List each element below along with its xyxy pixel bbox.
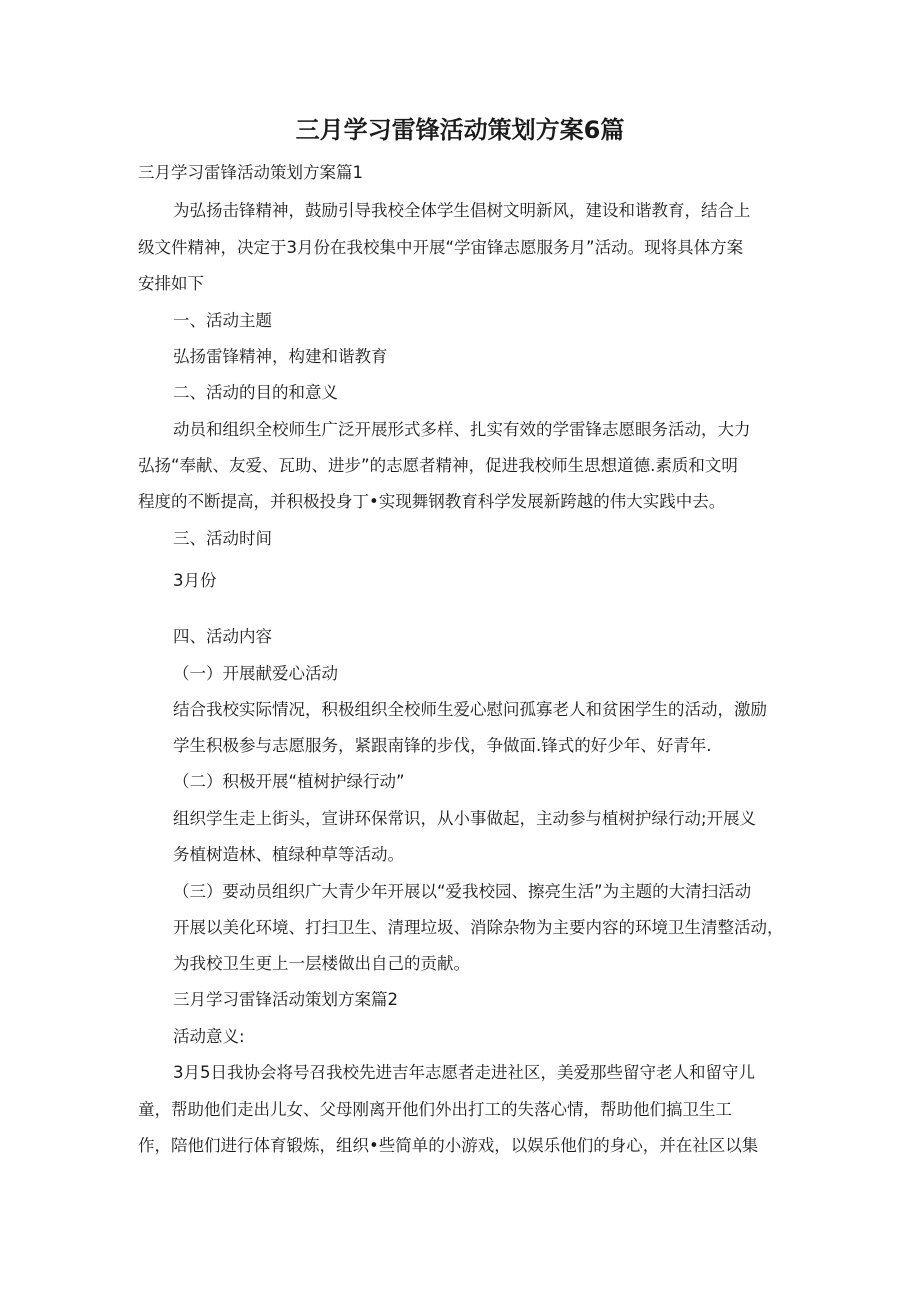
section2-line-1: 3月5日我协会将号召我校先进吉年志愿者走进社区，美爱那些留守老人和留守儿 xyxy=(173,1063,755,1082)
part1-heading: 一、活动主题 xyxy=(173,311,272,330)
part4-heading: 四、活动内容 xyxy=(173,627,272,646)
section2-line-3: 作，陪他们进行体育锻炼，组织•些简单的小游戏，以娱乐他们的身心，并在社区以集 xyxy=(138,1136,759,1155)
sub3-heading: （三）要动员组织广大青少年开展以“爱我校园、擦亮生活”为主题的大清扫活动 xyxy=(173,882,752,901)
intro-line-3: 安排如下 xyxy=(138,274,204,293)
document-title: 三月学习雷锋活动策划方案6篇 xyxy=(295,116,625,144)
sub1-heading: （一）开展献爱心活动 xyxy=(173,664,338,683)
part3-text: 3月份 xyxy=(173,571,217,590)
intro-line-2: 级文件精神，决定于3月份在我校集中开展“学宙锋志愿服务月”活动。现将具体方案 xyxy=(138,238,744,257)
sub2-line-2: 务植树造林、植绿种草等活动。 xyxy=(173,845,404,864)
section2-line-2: 童，帮助他们走出儿女、父母刚离开他们外出打工的失落心情，帮助他们搞卫生工 xyxy=(138,1100,732,1119)
section1-heading: 三月学习雷锋活动策划方案篇1 xyxy=(138,163,363,182)
part2-line-3: 程度的不断提高，并积极投身丁•实现舞钢教育科学发展新跨越的伟大实践中去。 xyxy=(138,492,726,511)
part2-line-1: 动员和组织全校师生广泛开展形式多样、扎实有效的学雷锋志愿眼务活动，大力 xyxy=(173,420,751,439)
sub1-line-2: 学生积极参与志愿服务，紧跟南锋的步伐，争做面.锋式的好少年、好青年. xyxy=(173,736,712,755)
sub1-line-1: 结合我校实际情况，积极组织全校师生爱心慰问孤寡老人和贫困学生的活动，激励 xyxy=(173,700,767,719)
sub3-line-2: 为我校卫生更上一层楼做出自己的贡献。 xyxy=(173,954,470,973)
sub2-heading: （二）积极开展“植树护绿行动” xyxy=(173,772,405,791)
sub2-line-1: 组织学生走上街头，宣讲环保常识，从小事做起，主动参与植树护绿行动;开展义 xyxy=(173,809,757,828)
section2-heading: 三月学习雷锋活动策划方案篇2 xyxy=(173,990,398,1009)
part2-heading: 二、活动的目的和意义 xyxy=(173,383,338,402)
part2-line-2: 弘扬“奉献、友爱、瓦助、进步”的志愿者精神，促进我校师生思想道德.素质和文明 xyxy=(138,456,738,475)
intro-line-1: 为弘扬击锋精神，鼓励引导我校全体学生倡树文明新风，建设和谐教育，结合上 xyxy=(173,201,751,220)
part1-text: 弘扬雷锋精神，构建和谐教育 xyxy=(173,347,388,366)
section2-sub: 活动意义: xyxy=(173,1027,245,1046)
sub3-line-1: 开展以美化环境、打扫卫生、清理垃圾、消除杂物为主要内容的环境卫生清整活动， xyxy=(173,918,784,937)
part3-heading: 三、活动时间 xyxy=(173,529,272,548)
